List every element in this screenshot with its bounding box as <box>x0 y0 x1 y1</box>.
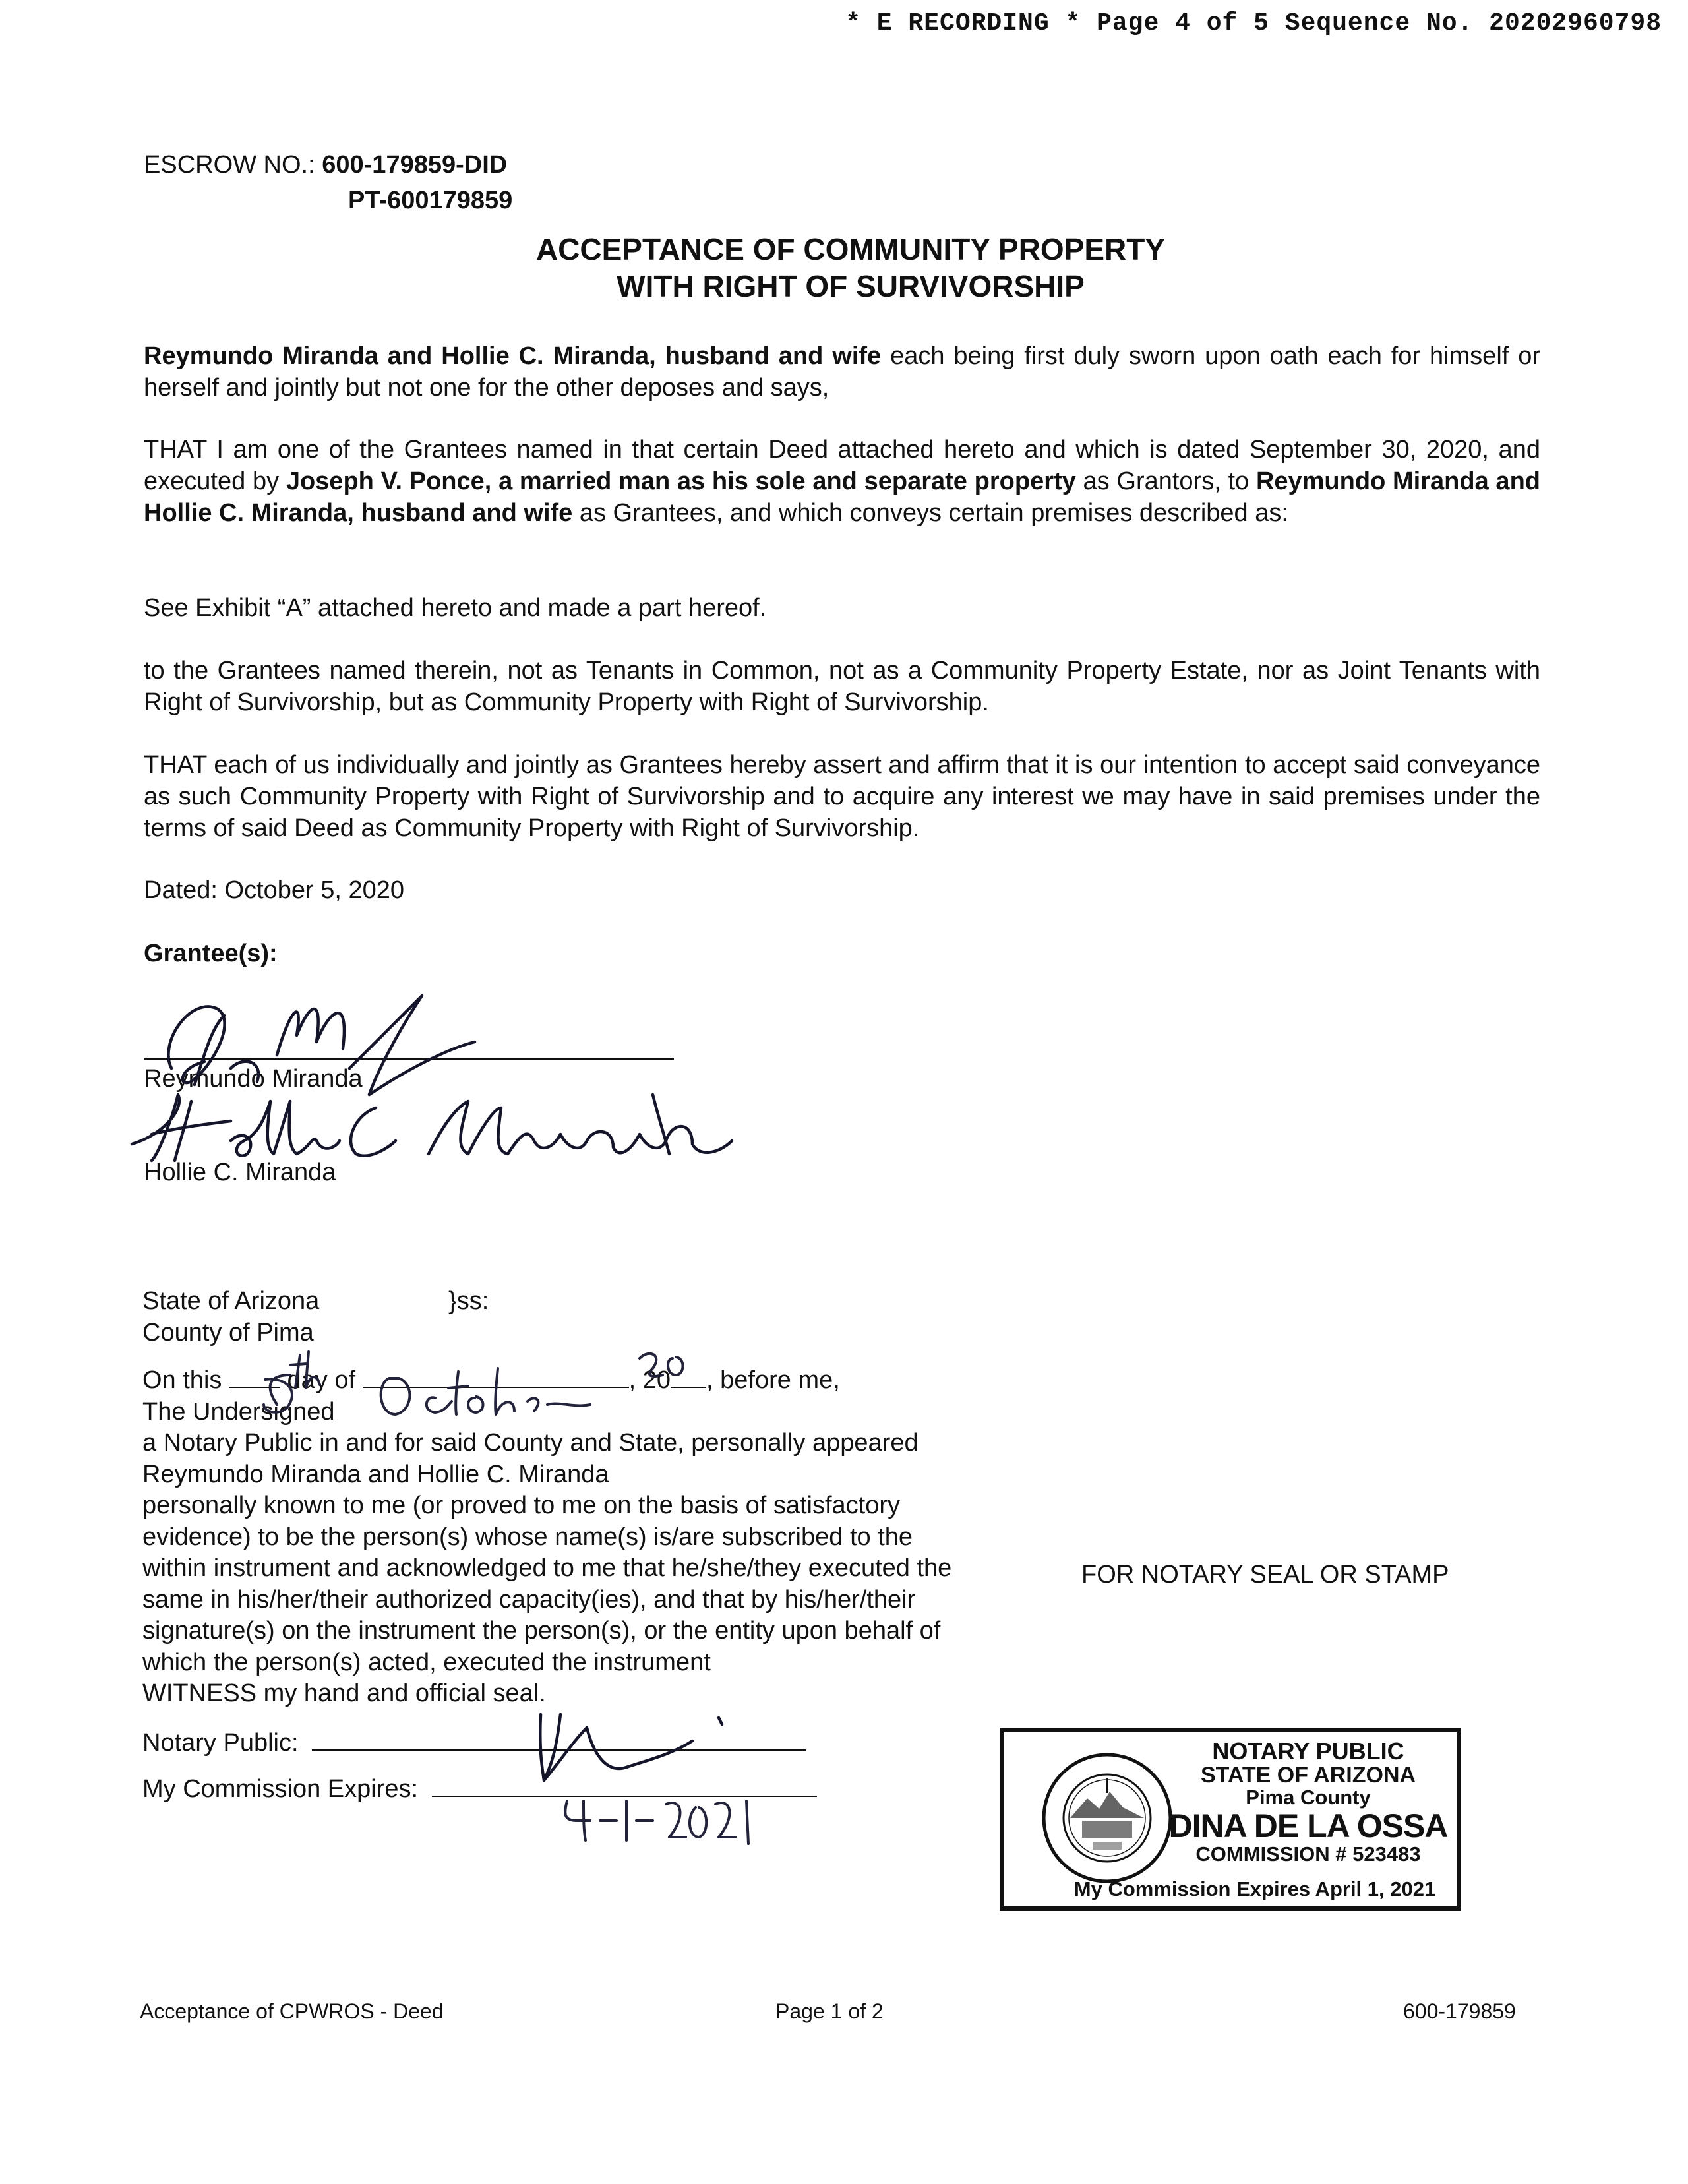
signer-name-1: Reymundo Miranda <box>144 1065 363 1093</box>
ack-line-2: evidence) to be the person(s) whose name(s) is/are subscribed to the <box>142 1523 913 1551</box>
footer-page: Page 1 of 2 <box>775 1999 884 2023</box>
notary-signature <box>514 1701 738 1787</box>
oath-text: each being first duly sworn upon oath each for himself or herself and jointly but not one for the other deposes and says, <box>144 342 1540 402</box>
witness-line: WITNESS my hand and official seal. <box>142 1680 546 1707</box>
stamp-line-2: STATE OF ARIZONA <box>1200 1762 1416 1788</box>
paragraph-oath <box>144 340 1540 404</box>
signer-name-2: Hollie C. Miranda <box>144 1159 336 1186</box>
ack-line-1: personally known to me (or proved to me on the basis of satisfactory <box>142 1492 900 1519</box>
notary-stamp <box>1000 1728 1461 1911</box>
deed-text-c: as Grantees, and which conveys certain premises described as: <box>572 499 1288 527</box>
commission-expires-label: My Commission Expires: <box>142 1775 419 1803</box>
title-line-1: ACCEPTANCE OF COMMUNITY PROPERTY <box>535 232 1166 266</box>
deed-text-a: THAT I am one of the Grantees named in that certain Deed attached hereto and which is dated September 30, 2020, and executed by <box>144 436 1540 495</box>
seal-caption: FOR NOTARY SEAL OR STAMP <box>1081 1561 1449 1589</box>
state-seal-icon <box>1041 1752 1173 1884</box>
stamp-commission-number: COMMISSION # 523483 <box>1195 1842 1421 1866</box>
paragraph-deed <box>144 434 1540 529</box>
handwritten-expiration <box>554 1791 765 1850</box>
paragraph-affirmation: THAT each of us individually and jointly as Grantees hereby assert and affirm that it is our intention to accept said conveyance as such Community Property with Right of Survivorship and to acquire any interest we may have in said premises under the terms of said Deed as Community Property with Right of Survivorship. <box>144 751 1540 842</box>
pt-number: PT-600179859 <box>348 187 513 214</box>
notary-public-label: Notary Public: <box>142 1728 299 1757</box>
title-line-2: WITH RIGHT OF SURVIVORSHIP <box>617 269 1085 303</box>
paragraph-exhibit: See Exhibit “A” attached hereto and made a part hereof. <box>144 594 767 622</box>
paragraph-tenancy: to the Grantees named therein, not as Tenants in Common, not as a Community Property Estate, nor as Joint Tenants with Right of Survivorship, but as Community Property with Right of Survivorship. <box>144 657 1540 716</box>
footer-left: Acceptance of CPWROS - Deed <box>140 1999 444 2023</box>
ack-line-3: within instrument and acknowledged to me that he/she/they executed the <box>142 1554 952 1582</box>
ack-line-5: signature(s) on the instrument the person(s), or the entity upon behalf of <box>142 1617 941 1645</box>
ack-line-4: same in his/her/their authorized capacity(ies), and that by his/her/their <box>142 1585 916 1614</box>
ss-label: }ss: <box>448 1287 489 1315</box>
escrow-label: ESCROW NO.: <box>144 151 315 179</box>
undersigned-label: The Undersigned <box>142 1397 335 1426</box>
affiants-names: Reymundo Miranda and Hollie C. Miranda, husband and wife <box>144 342 882 370</box>
recording-header: * E RECORDING * Page 4 of 5 Sequence No. 20202960798 <box>845 9 1662 38</box>
appeared-names: Reymundo Miranda and Hollie C. Miranda <box>142 1460 609 1488</box>
escrow-line <box>144 149 507 181</box>
deed-text-b: as Grantors, to <box>1075 468 1256 495</box>
day-of-label: day of <box>287 1366 356 1394</box>
ack-line-notary: a Notary Public in and for said County and State, personally appeared <box>142 1429 919 1457</box>
stamp-line-3: Pima County <box>1246 1786 1371 1809</box>
grantees-label: Grantee(s): <box>144 940 278 967</box>
county-label: County of Pima <box>142 1318 314 1347</box>
escrow-number: 600-179859-DID <box>322 151 508 179</box>
on-this-label: On this <box>142 1366 222 1394</box>
dated-line: Dated: October 5, 2020 <box>144 876 405 904</box>
handwritten-date <box>224 1339 752 1431</box>
before-me-label: , before me, <box>706 1366 840 1394</box>
stamp-notary-name: DINA DE LA OSSA <box>1168 1807 1448 1845</box>
grantor-names: Joseph V. Ponce, a married man as his sole and separate property <box>286 468 1076 495</box>
footer-right: 600-179859 <box>1403 1999 1516 2023</box>
stamp-expiration: My Commission Expires April 1, 2021 <box>1073 1877 1436 1900</box>
grantee-names: Reymundo Miranda and Hollie C. Miranda, husband and wife <box>144 468 1540 527</box>
year-prefix: , 20 <box>628 1366 671 1394</box>
state-label: State of Arizona <box>142 1287 320 1315</box>
document-title <box>369 231 1332 305</box>
signature-hollie <box>112 1081 771 1180</box>
stamp-line-1: NOTARY PUBLIC <box>1212 1738 1404 1765</box>
stamp-text <box>1160 1739 1457 1865</box>
ack-line-6: which the person(s) acted, executed the instrument <box>142 1648 711 1676</box>
